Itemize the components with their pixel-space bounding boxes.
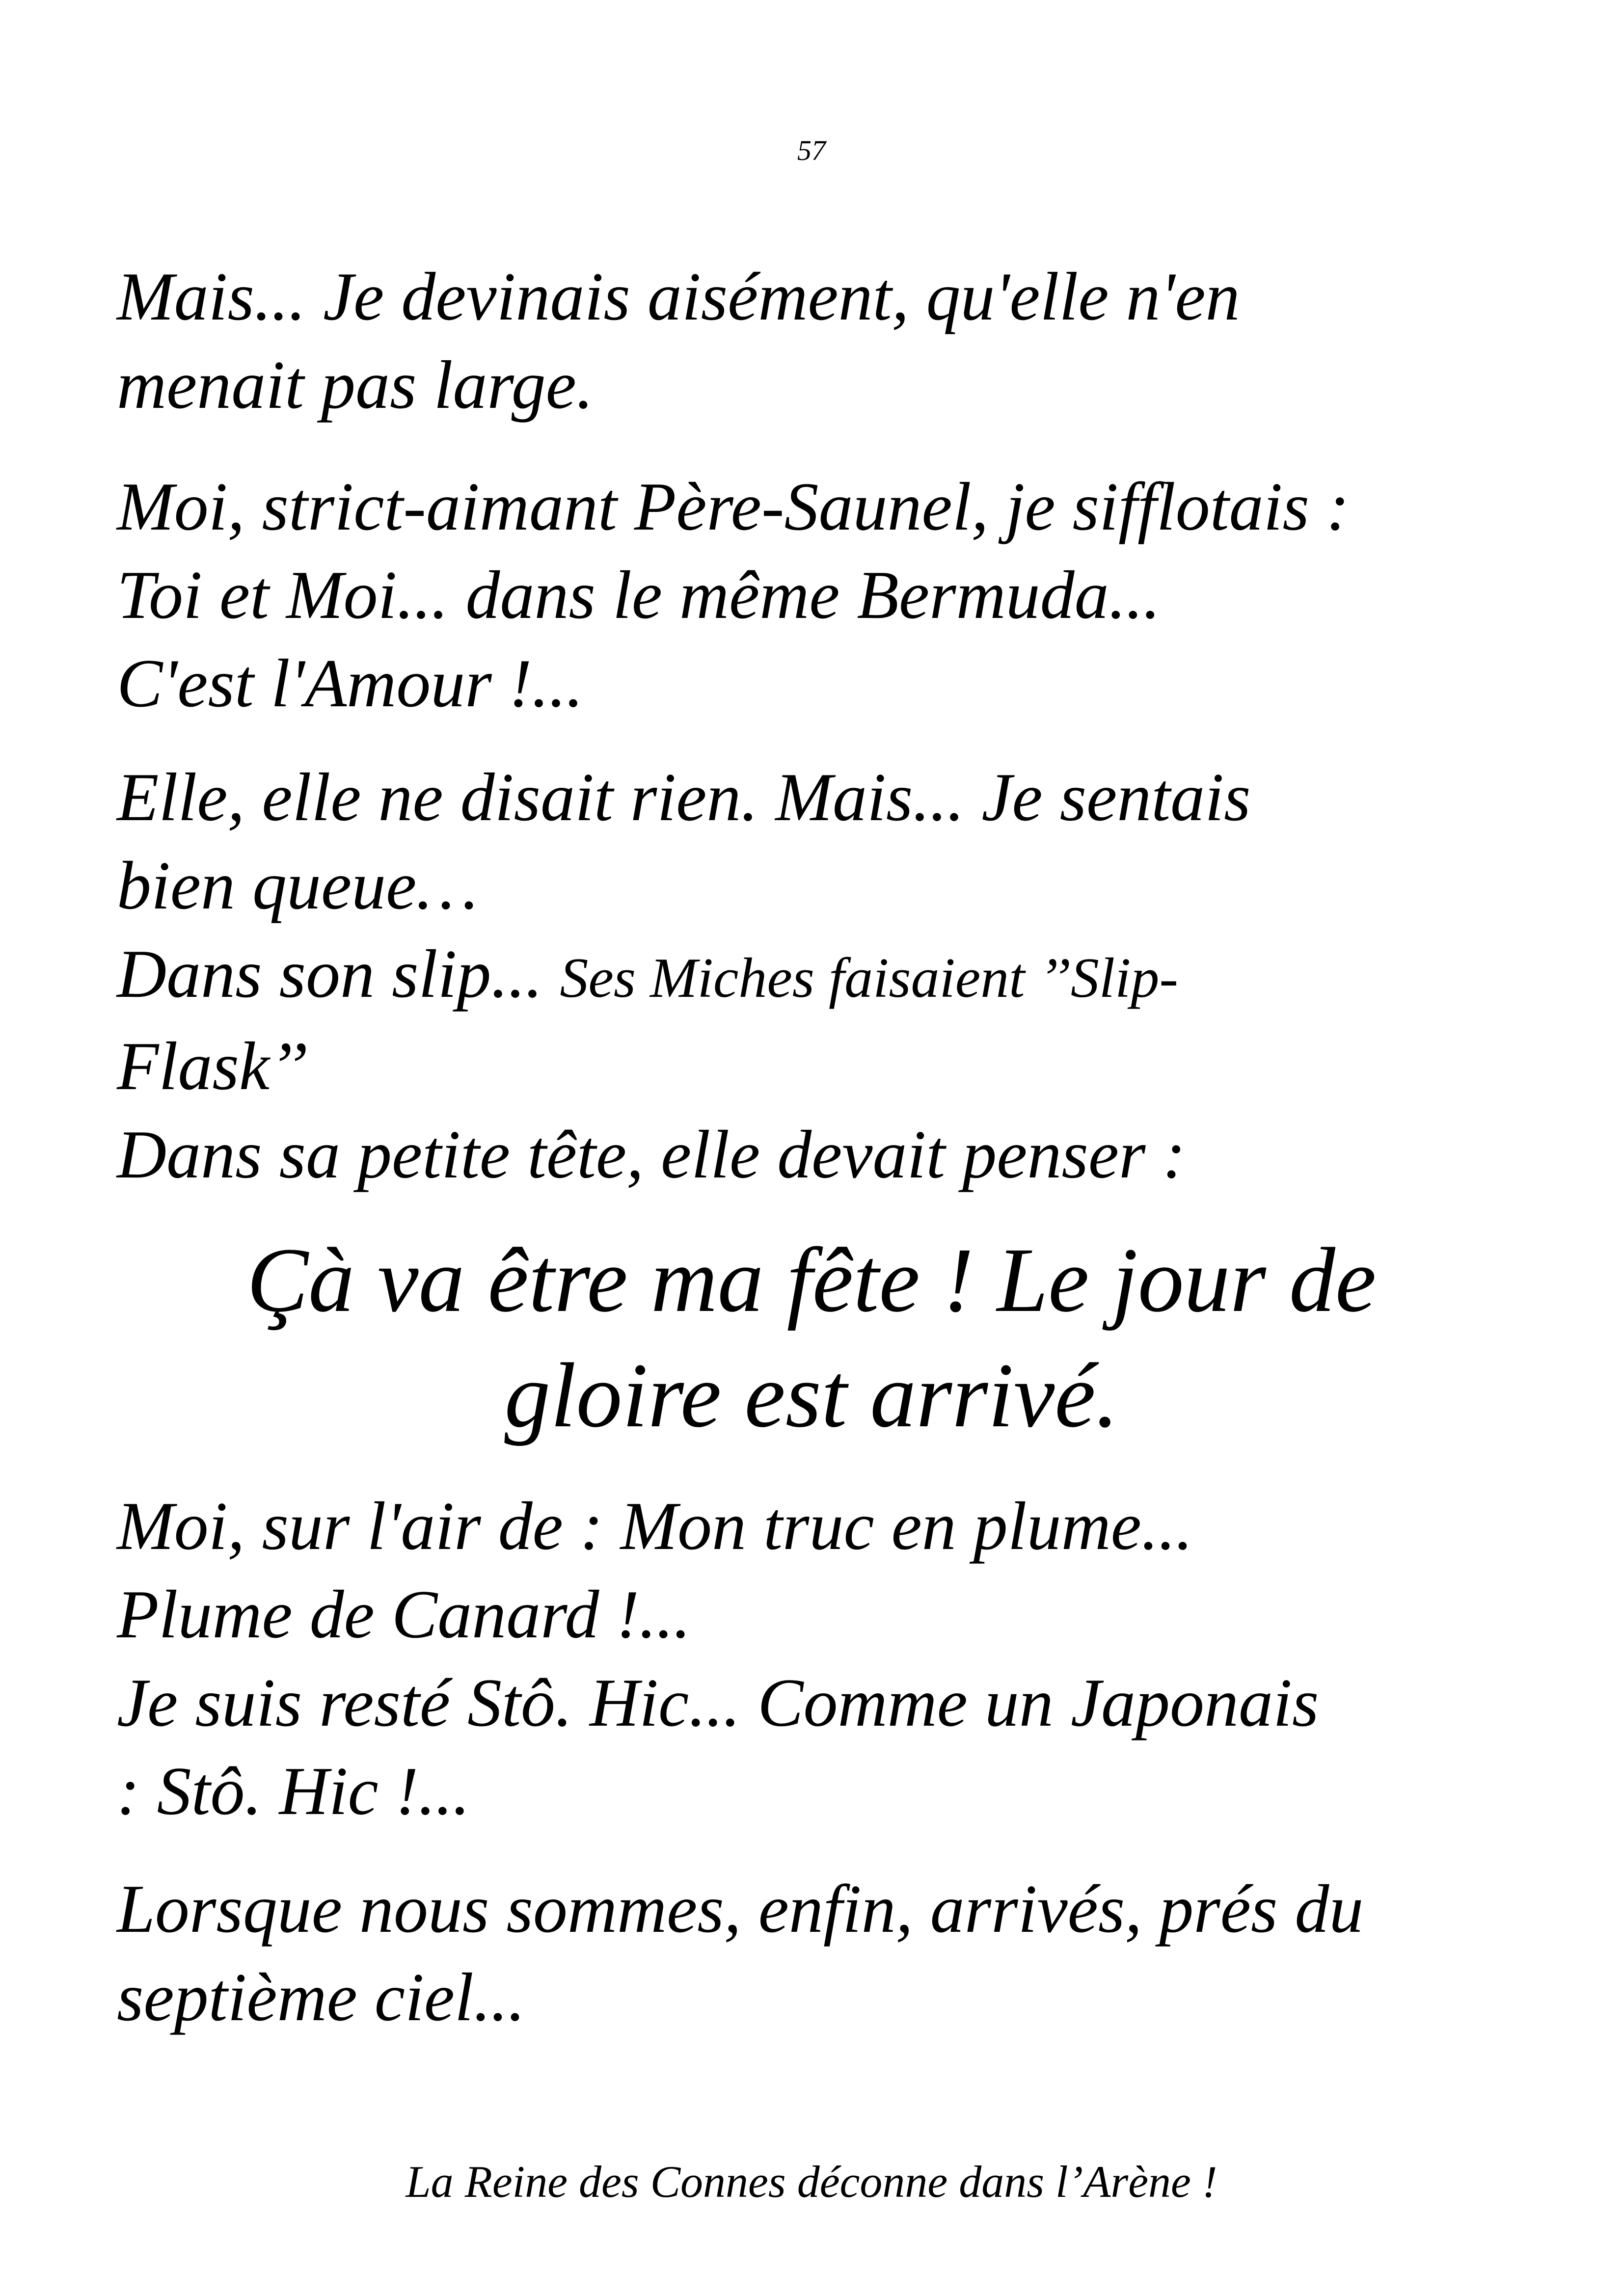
running-footer: La Reine des Connes déconne dans l’Arène ! bbox=[406, 2157, 1217, 2207]
text-line: Mais... Je devinais aisément, qu'elle n'en bbox=[117, 259, 1240, 335]
text-line: Flask’’ bbox=[117, 1028, 308, 1104]
text-line: Dans sa petite tête, elle devait penser : bbox=[117, 1117, 1186, 1193]
paragraph-1 bbox=[117, 253, 1590, 429]
text-line: Plume de Canard !... bbox=[117, 1576, 691, 1653]
paragraph-4 bbox=[117, 1482, 1590, 1836]
text-line-mixed bbox=[117, 930, 1590, 1022]
paragraph-5 bbox=[117, 1865, 1590, 2042]
highlight-line: Çà va être ma fête ! Le jour de bbox=[246, 1228, 1377, 1331]
highlight-line: gloire est arrivé. bbox=[504, 1344, 1119, 1446]
text-run: Dans son slip... bbox=[117, 936, 560, 1012]
page-number: 57 bbox=[797, 134, 826, 166]
text-line: Moi, sur l'air de : Mon truc en plume... bbox=[117, 1488, 1193, 1564]
text-line: : Stô. Hic !... bbox=[117, 1753, 470, 1829]
text-line: C'est l'Amour !... bbox=[117, 645, 584, 721]
text-run-small: Ses Miches faisaient ’’Slip- bbox=[560, 947, 1178, 1010]
text-line: Toi et Moi... dans le même Bermuda... bbox=[117, 557, 1161, 633]
text-line: septième ciel... bbox=[117, 1959, 525, 2035]
text-line: bien queue… bbox=[117, 848, 478, 924]
paragraph-3 bbox=[117, 753, 1590, 1199]
text-line: Moi, strict-aimant Père-Saunel, je sifflotais : bbox=[117, 469, 1350, 545]
highlight-quote bbox=[0, 1222, 1623, 1453]
paragraph-2 bbox=[117, 463, 1590, 728]
text-line: Je suis resté Stô. Hic... Comme un Japonais bbox=[117, 1665, 1319, 1741]
text-line: Lorsque nous sommes, enfin, arrivés, prés du bbox=[117, 1871, 1364, 1947]
text-line: Elle, elle ne disait rien. Mais... Je sentais bbox=[117, 759, 1251, 835]
text-line: menait pas large. bbox=[117, 347, 594, 423]
